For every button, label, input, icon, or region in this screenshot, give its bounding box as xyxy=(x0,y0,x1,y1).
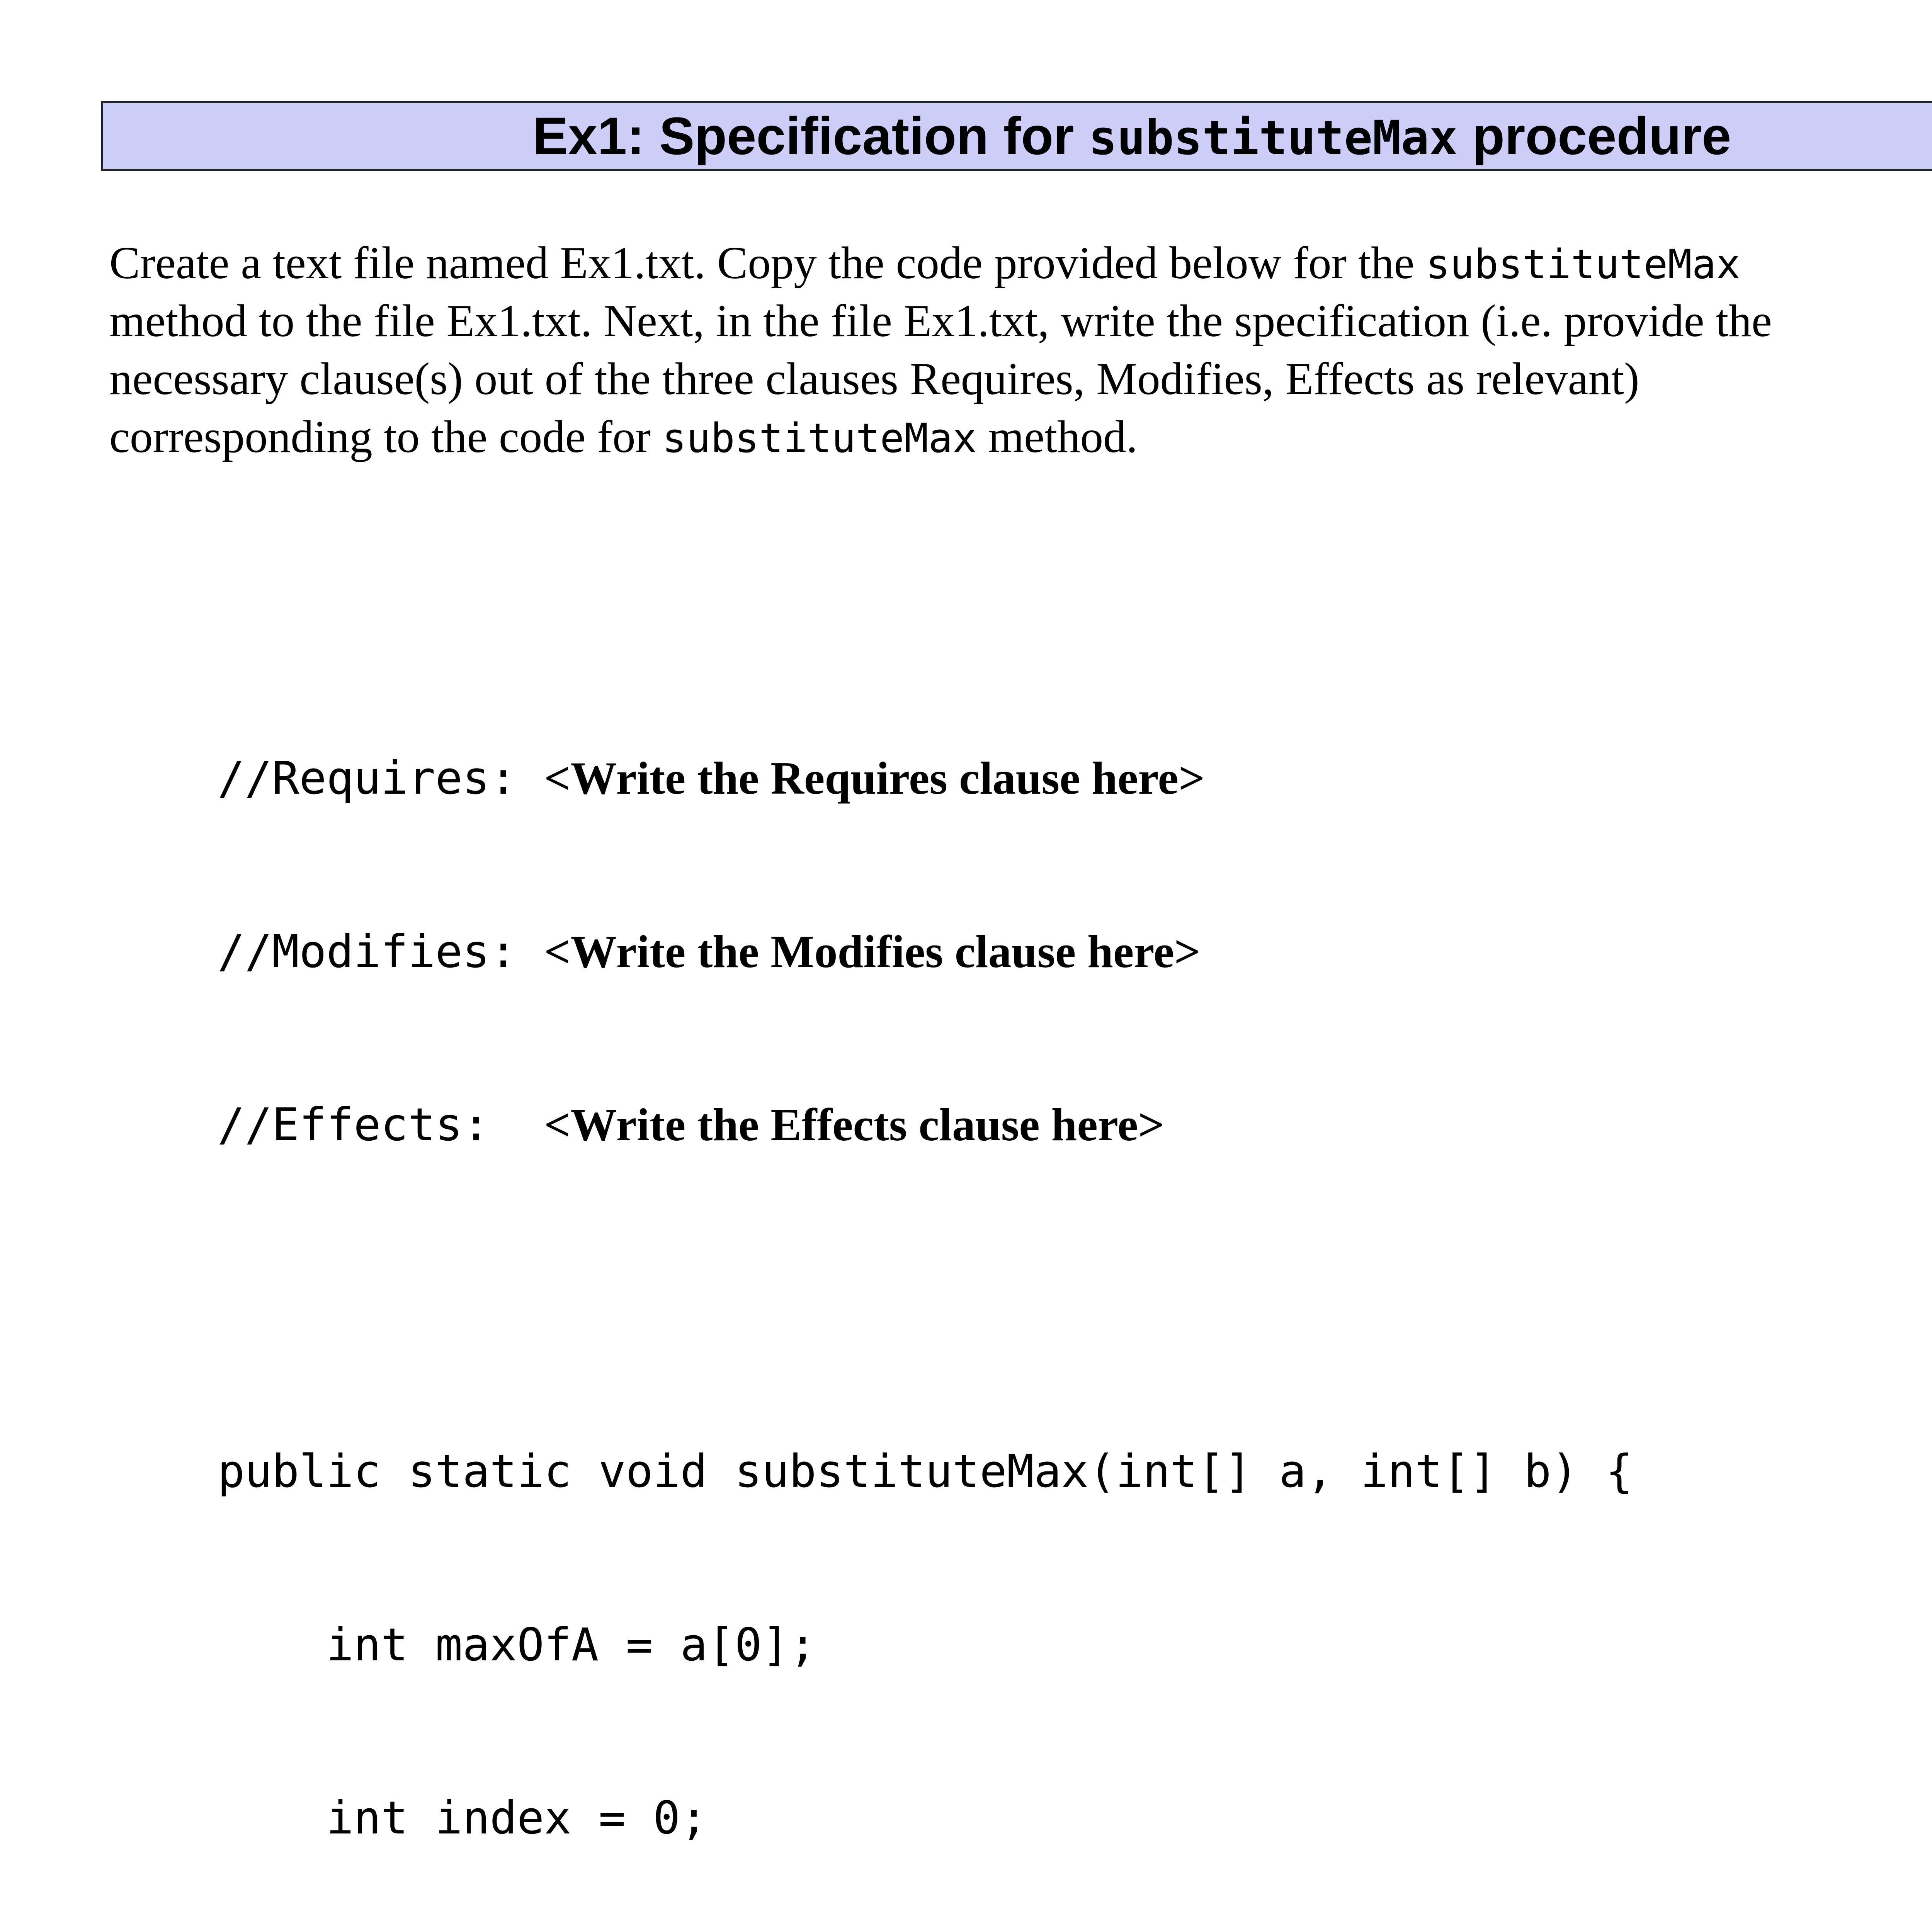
instructions-line-4-end: method. xyxy=(976,411,1138,462)
title-code-word: substituteMax xyxy=(1088,110,1458,165)
instructions-line-1-text: Create a text file named Ex1.txt. Copy the code provided below for the xyxy=(109,237,1426,288)
requires-placeholder: <Write the Requires clause here> xyxy=(544,752,1205,804)
code-line: public static void substituteMax(int[] a, int[] b) { xyxy=(218,1445,1633,1498)
instructions-line-2: method to the file Ex1.txt. Next, in the file Ex1.txt, write the specification (i.e. provide the xyxy=(109,295,1772,346)
spec-effects-line xyxy=(218,1096,1633,1154)
title-prefix: Ex1: Specification for xyxy=(532,106,1089,166)
instructions-line-3: necessary clause(s) out of the three clauses Requires, Modifies, Effects as relevant) xyxy=(109,353,1639,404)
page-title xyxy=(532,106,1731,166)
instructions-line-4-code: substituteMax xyxy=(662,415,977,462)
code-block xyxy=(218,634,1633,1932)
spec-requires-line xyxy=(218,749,1633,807)
title-suffix: procedure xyxy=(1458,106,1731,166)
title-banner xyxy=(101,101,1932,171)
instructions-paragraph xyxy=(109,234,1932,466)
instructions-line-4 xyxy=(109,408,1932,466)
modifies-label: //Modifies: xyxy=(218,925,544,978)
effects-label: //Effects: xyxy=(218,1098,544,1151)
spec-modifies-line xyxy=(218,923,1633,981)
effects-placeholder: <Write the Effects clause here> xyxy=(544,1099,1165,1150)
instructions-line-4-text: corresponding to the code for xyxy=(109,411,662,462)
code-line xyxy=(218,1269,1633,1327)
code-line: int maxOfA = a[0]; xyxy=(218,1618,816,1671)
code-line: int index = 0; xyxy=(218,1791,707,1844)
instructions-line-1 xyxy=(109,234,1932,292)
modifies-placeholder: <Write the Modifies clause here> xyxy=(544,925,1201,977)
instructions-line-1-code: substituteMax xyxy=(1425,241,1740,288)
requires-label: //Requires: xyxy=(218,752,544,804)
